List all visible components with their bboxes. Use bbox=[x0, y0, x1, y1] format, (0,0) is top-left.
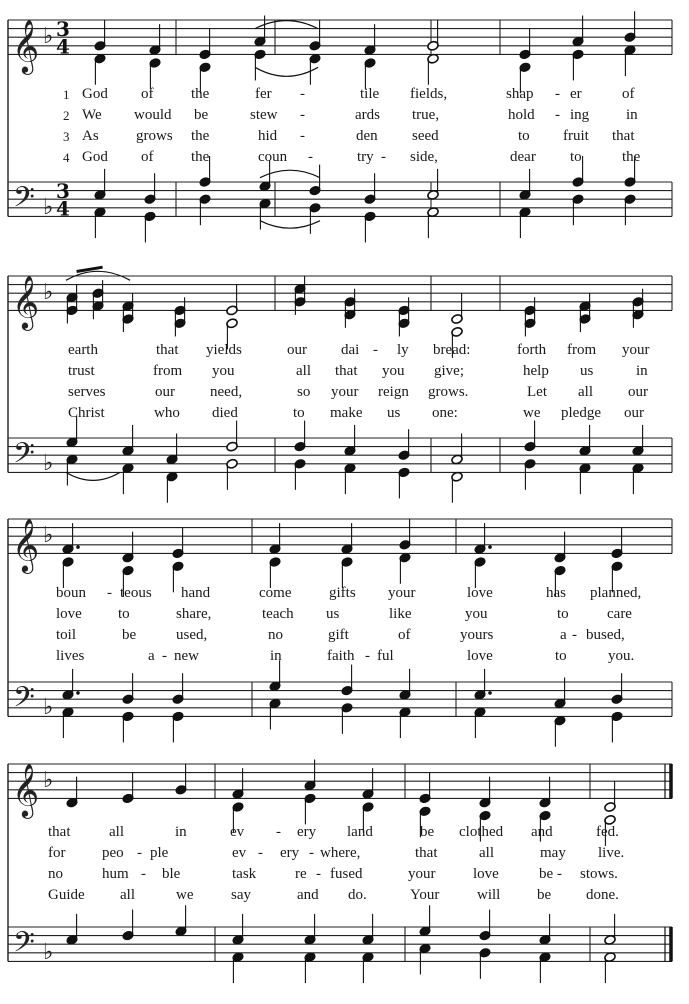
lyric-hyphen: - bbox=[309, 845, 314, 861]
lyric-word: Your bbox=[410, 887, 440, 903]
lyric-word: teach bbox=[262, 606, 294, 622]
lyric-word: so bbox=[297, 384, 311, 400]
lyric-word: come bbox=[259, 585, 292, 601]
lyric-word: planned, bbox=[590, 585, 642, 601]
lyric-word: er bbox=[570, 86, 582, 102]
lyric-word: fer bbox=[255, 86, 272, 102]
lyric-word: our bbox=[155, 384, 175, 400]
flat-sign-icon: ♭ bbox=[43, 694, 54, 720]
lyric-word: our bbox=[287, 342, 307, 358]
verse-number: 1 bbox=[63, 87, 70, 102]
lyric-word: from bbox=[567, 342, 597, 358]
lyric-word: all bbox=[578, 384, 593, 400]
lyric-word: live. bbox=[598, 845, 625, 861]
augmentation-dot bbox=[76, 691, 80, 695]
lyric-word: your bbox=[408, 866, 436, 882]
lyric-hyphen: - bbox=[373, 342, 378, 358]
lyric-word: seed bbox=[412, 128, 439, 144]
verse-number: 4 bbox=[63, 150, 70, 165]
lyric-word: that bbox=[335, 363, 358, 379]
lyric-word: new bbox=[174, 648, 199, 664]
verse-number: 3 bbox=[63, 129, 70, 144]
lyric-word: Let bbox=[527, 384, 547, 400]
lyric-word: re bbox=[295, 866, 307, 882]
lyric-word: bread: bbox=[433, 342, 471, 358]
lyric-word: of bbox=[398, 627, 411, 643]
lyric-word: be bbox=[194, 107, 209, 123]
lyric-word: of bbox=[141, 86, 154, 102]
lyric-word: that bbox=[156, 342, 179, 358]
lyric-word: reign bbox=[378, 384, 409, 400]
lyric-word: you bbox=[465, 606, 488, 622]
lyric-word: from bbox=[153, 363, 183, 379]
lyric-word: be bbox=[122, 627, 137, 643]
lyric-word: the bbox=[622, 149, 641, 165]
lyric-word: love bbox=[473, 866, 499, 882]
bass-clef-icon: 𝄢 bbox=[13, 925, 35, 966]
lyric-word: our bbox=[624, 405, 644, 421]
lyric-word: trust bbox=[68, 363, 95, 379]
treble-clef-icon: 𝄞 bbox=[12, 18, 40, 73]
lyric-word: used, bbox=[176, 627, 208, 643]
lyric-word: all bbox=[120, 887, 135, 903]
lyric-word: a bbox=[560, 627, 567, 643]
lyric-word: give; bbox=[434, 363, 464, 379]
lyric-word: ly bbox=[397, 342, 409, 358]
lyric-word: in bbox=[270, 648, 282, 664]
lyric-word: your bbox=[622, 342, 650, 358]
lyric-word: task bbox=[232, 866, 257, 882]
lyric-word: no bbox=[268, 627, 283, 643]
lyric-word: love bbox=[467, 648, 493, 664]
lyric-word: all bbox=[479, 845, 494, 861]
augmentation-dot bbox=[488, 545, 492, 549]
lyric-word: clothed bbox=[459, 824, 504, 840]
lyric-word: make bbox=[330, 405, 363, 421]
lyric-word: we bbox=[176, 887, 194, 903]
lyric-word: fruit bbox=[563, 128, 589, 144]
flat-sign-icon: ♭ bbox=[43, 280, 54, 306]
cut-off-footer-text bbox=[12, 993, 682, 1004]
lyric-word: that bbox=[48, 824, 71, 840]
lyric-word: where, bbox=[320, 845, 361, 861]
lyric-word: that bbox=[415, 845, 438, 861]
lyric-word: and bbox=[531, 824, 553, 840]
lyric-word: toil bbox=[56, 627, 77, 643]
lyric-word: will bbox=[477, 887, 501, 903]
lyric-word: As bbox=[82, 128, 99, 144]
lyric-word: like bbox=[389, 606, 412, 622]
lyric-word: you. bbox=[608, 648, 635, 664]
lyric-word: us bbox=[326, 606, 340, 622]
lyric-word: faith bbox=[327, 648, 355, 664]
lyric-hyphen: - bbox=[137, 845, 142, 861]
lyric-word: died bbox=[212, 405, 238, 421]
lyric-word: to bbox=[518, 128, 530, 144]
flat-sign-icon: ♭ bbox=[43, 939, 54, 965]
lyric-word: need, bbox=[210, 384, 243, 400]
lyric-word: we bbox=[523, 405, 541, 421]
bass-clef-icon: 𝄢 bbox=[13, 436, 35, 477]
flat-sign-icon: ♭ bbox=[43, 450, 54, 476]
treble-clef-icon: 𝄞 bbox=[12, 762, 40, 817]
lyric-word: hand bbox=[181, 585, 211, 601]
lyric-word: God bbox=[82, 149, 108, 165]
lyric-word: fields, bbox=[410, 86, 448, 102]
lyric-hyphen: - bbox=[300, 86, 305, 102]
lyric-hyphen: - bbox=[300, 128, 305, 144]
lyric-hyphen: - bbox=[555, 107, 560, 123]
lyric-hyphen: - bbox=[258, 845, 263, 861]
lyric-word: of bbox=[622, 86, 635, 102]
lyric-word: dear bbox=[510, 149, 536, 165]
lyric-word: grows bbox=[136, 128, 173, 144]
lyric-word: grows. bbox=[428, 384, 469, 400]
lyric-word: lives bbox=[56, 648, 85, 664]
lyric-word: say bbox=[231, 887, 251, 903]
lyric-word: stew bbox=[250, 107, 278, 123]
lyric-word: be bbox=[420, 824, 435, 840]
lyric-word: ing bbox=[570, 107, 590, 123]
lyric-word: land bbox=[347, 824, 373, 840]
flat-sign-icon: ♭ bbox=[43, 768, 54, 794]
lyric-word: ards bbox=[355, 107, 380, 123]
lyric-word: ev bbox=[230, 824, 245, 840]
lyric-hyphen: - bbox=[162, 648, 167, 664]
lyric-word: care bbox=[607, 606, 632, 622]
lyric-word: earth bbox=[68, 342, 98, 358]
augmentation-dot bbox=[76, 545, 80, 549]
lyric-word: that bbox=[612, 128, 635, 144]
lyric-hyphen: - bbox=[555, 86, 560, 102]
lyric-word: for bbox=[48, 845, 66, 861]
lyric-word: the bbox=[191, 128, 210, 144]
lyric-word: in bbox=[175, 824, 187, 840]
lyric-word: us bbox=[580, 363, 594, 379]
lyric-word: ple bbox=[150, 845, 169, 861]
lyric-word: and bbox=[297, 887, 319, 903]
lyric-hyphen: - bbox=[308, 149, 313, 165]
lyric-word: gifts bbox=[329, 585, 356, 601]
time-signature-bottom: 4 bbox=[56, 196, 70, 221]
lyric-word: of bbox=[141, 149, 154, 165]
lyric-hyphen: - bbox=[316, 866, 321, 882]
lyric-word: in bbox=[626, 107, 638, 123]
time-signature-bottom: 4 bbox=[56, 34, 70, 59]
lyric-word: yours bbox=[460, 627, 494, 643]
lyric-word: all bbox=[296, 363, 311, 379]
flat-sign-icon: ♭ bbox=[43, 194, 54, 220]
lyric-word: love bbox=[56, 606, 82, 622]
lyric-word: shap bbox=[506, 86, 534, 102]
lyric-word: We bbox=[82, 107, 102, 123]
lyric-word: do. bbox=[348, 887, 367, 903]
augmentation-dot bbox=[488, 691, 492, 695]
slur bbox=[66, 472, 120, 480]
lyric-hyphen: - bbox=[557, 866, 562, 882]
lyric-word: to bbox=[570, 149, 582, 165]
treble-clef-icon: 𝄞 bbox=[12, 274, 40, 329]
lyric-word: us bbox=[387, 405, 401, 421]
lyric-word: share, bbox=[176, 606, 212, 622]
lyric-word: stows. bbox=[580, 866, 618, 882]
lyric-word: ery bbox=[280, 845, 300, 861]
lyric-word: Guide bbox=[48, 887, 85, 903]
lyric-hyphen: - bbox=[572, 627, 577, 643]
lyric-word: no bbox=[48, 866, 63, 882]
lyric-hyphen: - bbox=[276, 824, 281, 840]
flat-sign-icon: ♭ bbox=[43, 523, 54, 549]
lyric-word: yields bbox=[206, 342, 242, 358]
lyric-word: may bbox=[540, 845, 566, 861]
lyric-word: pledge bbox=[561, 405, 601, 421]
lyric-word: to bbox=[118, 606, 130, 622]
lyric-word: to bbox=[293, 405, 305, 421]
lyric-word: forth bbox=[517, 342, 547, 358]
lyric-word: you bbox=[212, 363, 235, 379]
lyric-word: ble bbox=[162, 866, 181, 882]
slur bbox=[260, 170, 320, 178]
lyric-word: Christ bbox=[68, 405, 105, 421]
lyric-word: bused, bbox=[586, 627, 625, 643]
lyric-word: fused bbox=[330, 866, 363, 882]
lyric-word: to bbox=[557, 606, 569, 622]
lyric-word: a bbox=[148, 648, 155, 664]
lyric-hyphen: - bbox=[107, 585, 112, 601]
lyric-word: gift bbox=[328, 627, 349, 643]
lyric-word: in bbox=[636, 363, 648, 379]
lyric-word: den bbox=[356, 128, 378, 144]
lyric-word: dai bbox=[341, 342, 360, 358]
time-signature-top: 3 bbox=[56, 17, 70, 42]
lyric-word: boun bbox=[56, 585, 86, 601]
lyric-word: God bbox=[82, 86, 108, 102]
lyric-word: hum bbox=[102, 866, 129, 882]
lyric-word: hold bbox=[508, 107, 535, 123]
lyric-word: you bbox=[382, 363, 405, 379]
lyric-word: your bbox=[331, 384, 359, 400]
lyric-word: serves bbox=[68, 384, 106, 400]
slur bbox=[255, 67, 318, 76]
lyric-hyphen: - bbox=[381, 149, 386, 165]
treble-clef-icon: 𝄞 bbox=[12, 517, 40, 572]
lyric-word: done. bbox=[586, 887, 619, 903]
bass-clef-icon: 𝄢 bbox=[13, 180, 35, 221]
lyric-hyphen: - bbox=[300, 107, 305, 123]
lyric-word: who bbox=[154, 405, 180, 421]
lyric-word: one: bbox=[432, 405, 458, 421]
slur bbox=[260, 221, 320, 229]
lyric-word: try bbox=[357, 149, 374, 165]
lyric-word: the bbox=[191, 149, 210, 165]
lyric-word: help bbox=[523, 363, 549, 379]
lyric-hyphen: - bbox=[141, 866, 146, 882]
lyric-word: be bbox=[537, 887, 552, 903]
lyric-word: side, bbox=[410, 149, 438, 165]
lyric-word: be bbox=[539, 866, 554, 882]
lyric-word: would bbox=[134, 107, 172, 123]
flat-sign-icon: ♭ bbox=[43, 24, 54, 50]
lyric-word: the bbox=[191, 86, 210, 102]
bass-clef-icon: 𝄢 bbox=[13, 680, 35, 721]
lyric-word: ery bbox=[297, 824, 317, 840]
lyric-word: to bbox=[555, 648, 567, 664]
lyric-word: love bbox=[467, 585, 493, 601]
lyric-word: all bbox=[109, 824, 124, 840]
lyric-hyphen: - bbox=[365, 648, 370, 664]
time-signature-top: 3 bbox=[56, 179, 70, 204]
lyric-word: hid bbox=[258, 128, 278, 144]
lyric-word: tile bbox=[360, 86, 380, 102]
lyric-word: your bbox=[388, 585, 416, 601]
lyric-word: ful bbox=[377, 648, 394, 664]
lyric-word: ev bbox=[232, 845, 247, 861]
lyric-word: has bbox=[546, 585, 566, 601]
lyric-word: our bbox=[628, 384, 648, 400]
lyric-word: fed. bbox=[596, 824, 619, 840]
lyric-word: peo bbox=[102, 845, 124, 861]
verse-number: 2 bbox=[63, 108, 70, 123]
lyric-word: true, bbox=[412, 107, 440, 123]
lyric-word: teous bbox=[120, 585, 152, 601]
lyric-word: coun bbox=[258, 149, 288, 165]
